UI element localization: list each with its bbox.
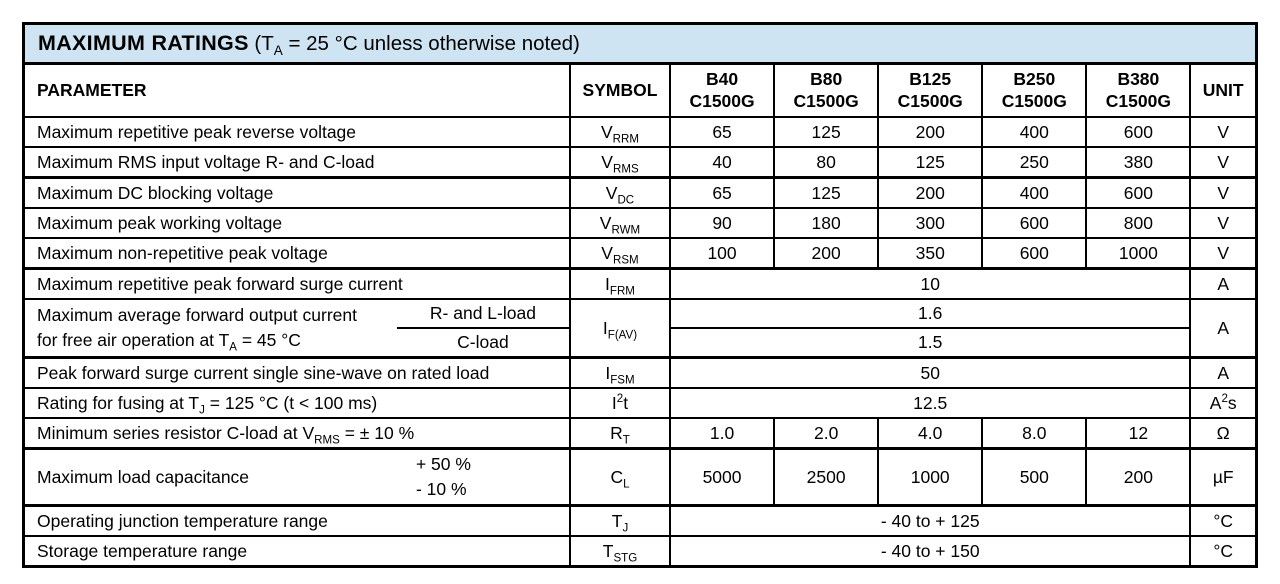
- value-cell: 600: [1086, 178, 1190, 209]
- unit-cell: A: [1190, 269, 1256, 300]
- ratings-table-frame: [22, 22, 1258, 568]
- value-cell-merged: 50: [670, 358, 1190, 389]
- symbol-cell: $V_{RWM}$: [570, 208, 670, 238]
- value-cell: 500: [982, 449, 1086, 506]
- value-cell: 65: [670, 178, 774, 209]
- title-row: [24, 24, 1257, 64]
- value-cell: 125: [878, 147, 982, 178]
- col-header-symbol: SYMBOL: [570, 64, 670, 118]
- param-cell: Storage temperature range: [24, 536, 570, 567]
- symbol-cell: $V_{RSM}$: [570, 238, 670, 269]
- table-title-bold: MAXIMUM RATINGS: [38, 31, 249, 55]
- unit-cell: V: [1190, 208, 1256, 238]
- value-cell: 300: [878, 208, 982, 238]
- row-tstg: [24, 536, 1257, 567]
- ifav-param-layout: [37, 300, 569, 356]
- device-name-line: B380: [1117, 68, 1160, 89]
- param-cell: Maximum repetitive peak forward surge current: [24, 269, 570, 300]
- param-cell: Peak forward surge current single sine-wave on rated load: [24, 358, 570, 389]
- unit-cell: °C: [1190, 536, 1256, 567]
- col-header-b40c1500g: [670, 64, 774, 118]
- value-cell: 90: [670, 208, 774, 238]
- row-rt: [24, 418, 1257, 449]
- row-ifsm: [24, 358, 1257, 389]
- param-cell: Minimum series resistor C-load at $V_{RMS}$ = ± 10 %: [24, 418, 570, 449]
- row-vrrm: [24, 117, 1257, 147]
- value-cell: 2500: [774, 449, 878, 506]
- value-cell: 400: [982, 117, 1086, 147]
- symbol-cell: $T_J$: [570, 506, 670, 537]
- value-cell: 600: [982, 208, 1086, 238]
- row-ifrm: [24, 269, 1257, 300]
- symbol-cell: $V_{RRM}$: [570, 117, 670, 147]
- unit-cell: Ω: [1190, 418, 1256, 449]
- tolerance-minus: - 10 %: [415, 479, 467, 499]
- row-vrms: [24, 147, 1257, 178]
- symbol-cell: $C_L$: [570, 449, 670, 506]
- col-header-unit: UNIT: [1190, 64, 1256, 118]
- value-cell-merged: 1.6: [670, 299, 1190, 328]
- device-name-line: C1500G: [897, 90, 963, 111]
- value-cell: 200: [774, 238, 878, 269]
- param-cell: Maximum peak working voltage: [24, 208, 570, 238]
- value-cell: 2.0: [774, 418, 878, 449]
- value-cell: 1000: [1086, 238, 1190, 269]
- maximum-ratings-table: [22, 22, 1258, 568]
- value-cell: 350: [878, 238, 982, 269]
- value-cell: 5000: [670, 449, 774, 506]
- value-cell-merged: 1.5: [670, 328, 1190, 358]
- col-header-b125c1500g: [878, 64, 982, 118]
- param-cell: Maximum non-repetitive peak voltage: [24, 238, 570, 269]
- col-header-b80c1500g: [774, 64, 878, 118]
- value-cell: 8.0: [982, 418, 1086, 449]
- load-condition-rl: R- and L-load: [397, 300, 569, 329]
- param-cell-ifav: [24, 299, 570, 358]
- symbol-cell: $R_T$: [570, 418, 670, 449]
- row-vrwm: [24, 208, 1257, 238]
- value-cell: 250: [982, 147, 1086, 178]
- load-condition-c: C-load: [457, 332, 509, 352]
- param-cell: Maximum DC blocking voltage: [24, 178, 570, 209]
- value-cell: 800: [1086, 208, 1190, 238]
- ifav-load-conditions: [397, 300, 569, 356]
- symbol-cell: $I^2t$: [570, 388, 670, 418]
- row-cl: [24, 449, 1257, 506]
- unit-cell: A: [1190, 358, 1256, 389]
- ifav-param-line1: Maximum average forward output current: [37, 304, 357, 325]
- param-cell-cl: [24, 449, 570, 506]
- value-cell-merged: - 40 to + 125: [670, 506, 1190, 537]
- row-vrsm: [24, 238, 1257, 269]
- value-cell-merged: 12.5: [670, 388, 1190, 418]
- value-cell: 1000: [878, 449, 982, 506]
- col-header-b380c1500g: [1086, 64, 1190, 118]
- device-name-line: C1500G: [1001, 90, 1067, 111]
- ifav-param-line2: for free air operation at $T_A = 45$ °C: [37, 330, 301, 354]
- unit-cell: °C: [1190, 506, 1256, 537]
- value-cell: 40: [670, 147, 774, 178]
- symbol-cell: $I_{F(AV)}$: [570, 299, 670, 358]
- symbol-cell: $I_{FSM}$: [570, 358, 670, 389]
- row-ifav-top: [24, 299, 1257, 328]
- tolerance-plus: + 50 %: [415, 453, 471, 474]
- unit-cell: A: [1190, 299, 1256, 358]
- unit-cell: V: [1190, 238, 1256, 269]
- device-name-line: C1500G: [1105, 90, 1171, 111]
- symbol-cell: $I_{FRM}$: [570, 269, 670, 300]
- value-cell: 65: [670, 117, 774, 147]
- value-cell: 100: [670, 238, 774, 269]
- row-tj: [24, 506, 1257, 537]
- param-cell: Operating junction temperature range: [24, 506, 570, 537]
- header-row: [24, 64, 1257, 118]
- cl-tolerances: [416, 452, 471, 503]
- unit-cell: V: [1190, 147, 1256, 178]
- symbol-cell: $V_{RMS}$: [570, 147, 670, 178]
- value-cell: 12: [1086, 418, 1190, 449]
- value-cell: 600: [982, 238, 1086, 269]
- value-cell-merged: - 40 to + 150: [670, 536, 1190, 567]
- symbol-cell: $T_{STG}$: [570, 536, 670, 567]
- col-header-b250c1500g: [982, 64, 1086, 118]
- value-cell: 200: [878, 117, 982, 147]
- value-cell: 125: [774, 178, 878, 209]
- row-vdc: [24, 178, 1257, 209]
- table-title-condition: ($T_A = 25$ °C unless otherwise noted): [248, 32, 580, 59]
- value-cell: 1.0: [670, 418, 774, 449]
- value-cell: 4.0: [878, 418, 982, 449]
- value-cell: 400: [982, 178, 1086, 209]
- value-cell: 200: [878, 178, 982, 209]
- unit-cell: V: [1190, 178, 1256, 209]
- value-cell-merged: 10: [670, 269, 1190, 300]
- unit-cell: µF: [1190, 449, 1256, 506]
- device-name-line: C1500G: [793, 90, 859, 111]
- cl-param-layout: [37, 450, 569, 504]
- unit-cell: V: [1190, 117, 1256, 147]
- unit-cell: $A^2s$: [1190, 388, 1256, 418]
- device-name-line: B250: [1013, 68, 1056, 89]
- ifav-param-text: [37, 300, 357, 356]
- cl-param-text: Maximum load capacitance: [37, 466, 250, 487]
- device-name-line: C1500G: [689, 90, 755, 111]
- value-cell: 200: [1086, 449, 1190, 506]
- value-cell: 80: [774, 147, 878, 178]
- device-name-line: B80: [810, 68, 843, 89]
- table-title: [24, 24, 1257, 64]
- row-i2t: [24, 388, 1257, 418]
- value-cell: 380: [1086, 147, 1190, 178]
- device-name-line: B125: [909, 68, 952, 89]
- value-cell: 180: [774, 208, 878, 238]
- param-cell: Maximum repetitive peak reverse voltage: [24, 117, 570, 147]
- value-cell: 125: [774, 117, 878, 147]
- device-name-line: B40: [706, 68, 739, 89]
- param-cell: Rating for fusing at $T_J = 125$ °C (t < 100 ms): [24, 388, 570, 418]
- param-cell: Maximum RMS input voltage R- and C-load: [24, 147, 570, 178]
- col-header-parameter: PARAMETER: [24, 64, 570, 118]
- symbol-cell: $V_{DC}$: [570, 178, 670, 209]
- value-cell: 600: [1086, 117, 1190, 147]
